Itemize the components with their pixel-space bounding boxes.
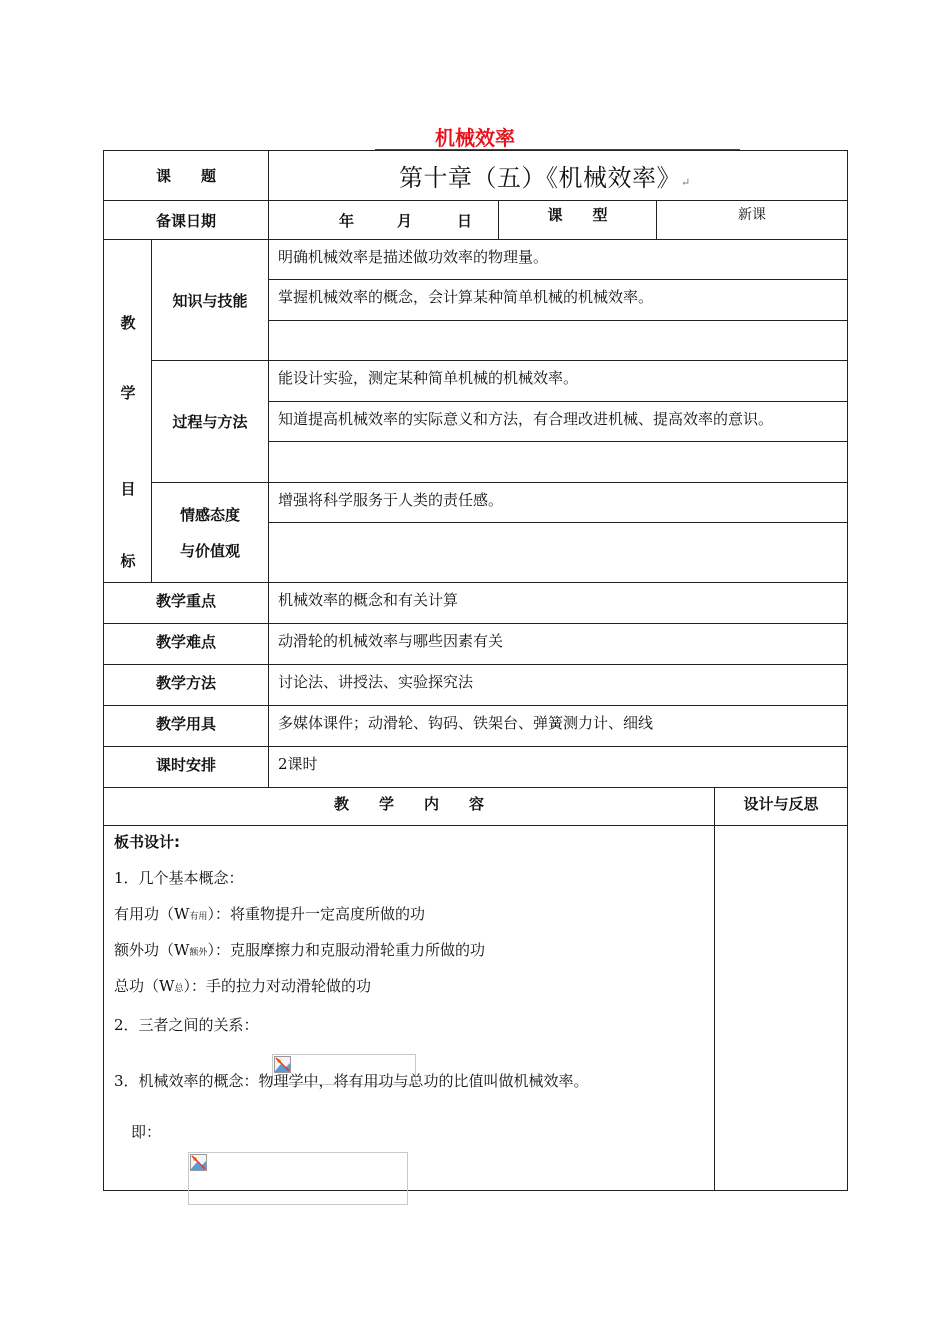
info-value-tools: 多媒体课件；动滑轮、钩码、铁架台、弹簧测力计、细线 (269, 706, 848, 747)
objective-row-1: 明确机械效率是描述做功效率的物理量。 (269, 240, 848, 280)
board-design-cell (104, 826, 715, 1191)
emotion-label (152, 483, 269, 583)
info-label-schedule: 课时安排 (104, 747, 269, 788)
side-char-3: 目 (120, 480, 136, 498)
date-day: 日 (457, 212, 473, 230)
objective-row-4: 能设计实验，测定某种简单机械的机械效率。 (269, 361, 848, 402)
header-table (103, 150, 848, 240)
objective-row-7: 增强将科学服务于人类的责任感。 (269, 483, 848, 523)
item-4: 即： (131, 1123, 162, 1141)
type-label: 课 型 (499, 201, 657, 240)
topic-value-cell (269, 151, 848, 201)
date-label: 备课日期 (104, 201, 269, 240)
topic-value: 第十章（五）《机械效率》 (399, 164, 681, 192)
objectives-side-label (104, 240, 152, 583)
side-char-4: 标 (120, 552, 136, 570)
formula-image-efficiency (188, 1152, 408, 1205)
board-title: 板书设计: (114, 833, 180, 851)
item-3: 3．机械效率的概念：物理学中，将有用功与总功的比值叫做机械效率。 (114, 1072, 589, 1090)
extra-work: 额外功（W额外）：克服摩擦力和克服动滑轮重力所做的功 (114, 941, 485, 959)
knowledge-label: 知识与技能 (152, 240, 269, 361)
useful-work: 有用功（W有用）：将重物提升一定高度所做的功 (114, 905, 425, 923)
date-year: 年 (339, 212, 355, 230)
objective-row-3 (269, 321, 848, 361)
objectives-table (103, 239, 848, 583)
date-month: 月 (397, 212, 413, 230)
topic-label: 课 题 (104, 151, 269, 201)
side-char-2: 学 (120, 384, 136, 402)
objective-row-2: 掌握机械效率的概念，会计算某种简单机械的机械效率。 (269, 280, 848, 321)
total-work: 总功（W总）：手的拉力对动滑轮做的功 (114, 977, 371, 995)
reflect-cell (715, 826, 848, 1191)
info-label-focus: 教学重点 (104, 583, 269, 624)
info-value-schedule: 2课时 (269, 747, 848, 788)
emotion-label-line-2: 与价值观 (179, 541, 240, 560)
side-char-1: 教 (120, 314, 136, 332)
info-value-focus: 机械效率的概念和有关计算 (269, 583, 848, 624)
broken-image-icon (190, 1154, 207, 1171)
info-value-method: 讨论法、讲授法、实验探究法 (269, 665, 848, 706)
item-2: 2．三者之间的关系： (114, 1016, 259, 1034)
type-value: 新课 (657, 201, 848, 240)
date-value (269, 201, 499, 240)
item-1: 1．几个基本概念： (114, 869, 244, 887)
content-table (103, 787, 848, 1191)
process-label: 过程与方法 (152, 361, 269, 483)
objective-row-8 (269, 523, 848, 583)
info-label-method: 教学方法 (104, 665, 269, 706)
return-mark: ↵ (681, 176, 691, 189)
info-table (103, 582, 848, 788)
info-label-tools: 教学用具 (104, 706, 269, 747)
emotion-label-line-1: 情感态度 (179, 505, 240, 524)
objective-row-6 (269, 442, 848, 483)
info-value-difficulty: 动滑轮的机械效率与哪些因素有关 (269, 624, 848, 665)
content-header: 教 学 内 容 (104, 788, 715, 826)
objective-row-5: 知道提高机械效率的实际意义和方法，有合理改进机械、提高效率的意识。 (269, 402, 848, 442)
info-label-difficulty: 教学难点 (104, 624, 269, 665)
reflect-header: 设计与反思 (715, 788, 848, 826)
document-title: 机械效率 (435, 126, 515, 150)
